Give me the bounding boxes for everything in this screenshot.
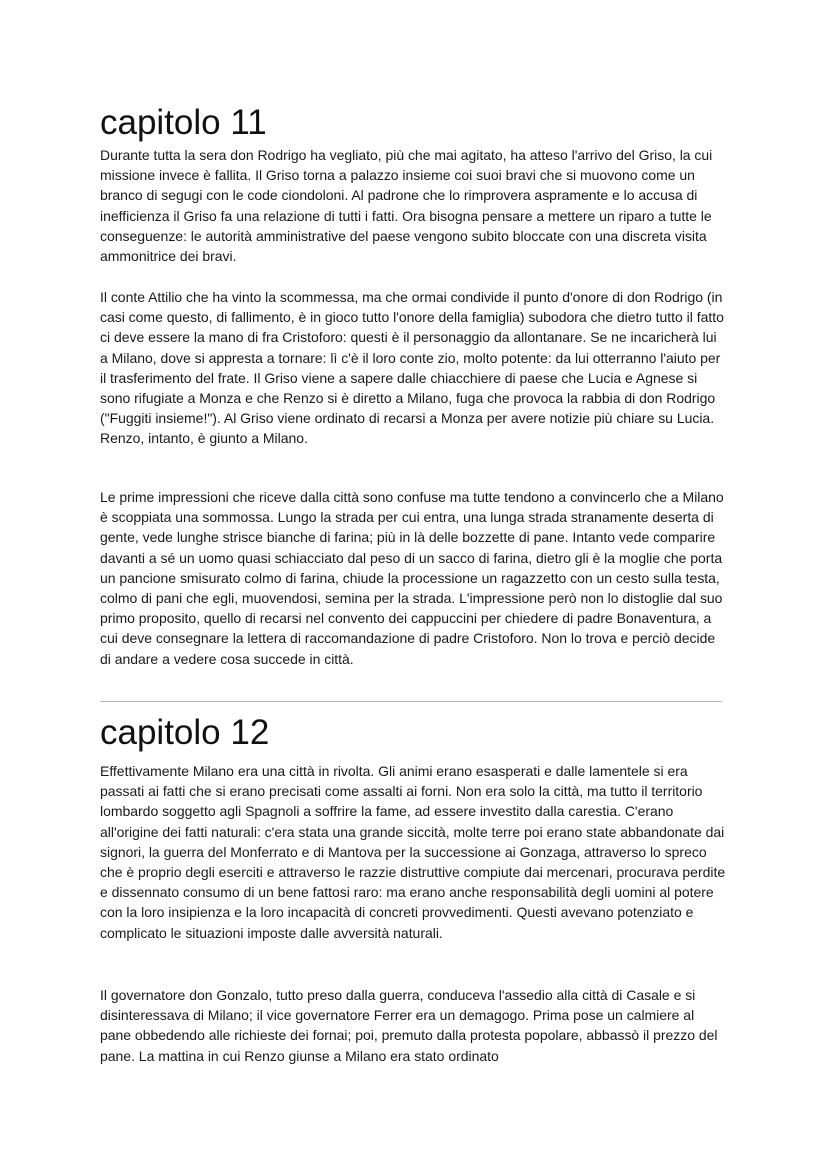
chapter-divider xyxy=(100,701,722,702)
chapter-title: capitolo 12 xyxy=(100,713,270,752)
paragraph: Il conte Attilio che ha vinto la scommessa, ma che ormai condivide il punto d'onore di don Rodrigo (in casi come questo, di fallimento, è in gioco tutto l'onore della famiglia) subodora che dietro tutto il fatto ci deve essere la mano di fra Cristoforo: questi è il personaggio da allontanare. Se ne incaricherà lui a Milano, dove si appresta a tornare: lì c'è il loro conte zio, molto potente: da lui otterranno l'aiuto per il trasferimento del frate. Il Griso viene a sapere dalle chiacchiere di paese che Lucia e Agnese si sono rifugiate a Monza e che Renzo si è diretto a Milano, fuga che provoca la rabbia di don Rodrigo ("Fuggiti insieme!"). Al Griso viene ordinato di recarsi a Monza per avere notizie più chiare su Lucia. Renzo, intanto, è giunto a Milano. xyxy=(100,289,724,447)
chapter-title: capitolo 11 xyxy=(100,103,267,142)
paragraph: Effettivamente Milano era una città in rivolta. Gli animi erano esasperati e dalle lamentele si era passati ai fatti che si erano precisati come assalti ai forni. Non era solo la città, ma tutto il territorio lombardo soggetto agli Spagnoli a soffrire la fame, ad essere investito dalla carestia. C'erano all'origine dei fatti naturali: c'era stata una grande siccità, molte terre poi erano state abbandonate dai signori, la guerra del Monferrato e di Mantova per la successione ai Gonzaga, attraverso lo spreco che è proprio degli eserciti e attraverso le razzie distruttive compiute dai mercenari, procurava perdite e dissennato consumo di un bene fattosi raro: ma erano anche responsabilità degli uomini al potere con la loro insipienza e la loro incapacità di concreti provvedimenti. Questi avevano potenziato e complicato le situazioni imposte dalle avversità naturali. xyxy=(100,763,726,941)
paragraph: Durante tutta la sera don Rodrigo ha vegliato, più che mai agitato, ha atteso l'arrivo del Griso, la cui missione invece è fallita. Il Griso torna a palazzo insieme coi suoi bravi che si muovono come un branco di segugi con le code ciondoloni. Al padrone che lo rimprovera aspramente e lo accusa di inefficienza il Griso fa una relazione di tutti i fatti. Ora bisogna pensare a mettere un riparo a tutte le conseguenze: le autorità amministrative del paese vengono subito bloccate con una discreta visita ammonitrice dei bravi. xyxy=(100,147,713,265)
paragraph: Le prime impressioni che riceve dalla città sono confuse ma tutte tendono a convincerlo che a Milano è scoppiata una sommossa. Lungo la strada per cui entra, una lunga strada stranamente deserta di gente, vede lunghe strisce bianche di farina; più in là delle bozzette di pane. Intanto vede comparire davanti a sé un uomo quasi schiacciato dal peso di un sacco di farina, dietro gli è la moglie che porta un pancione smisurato colmo di farina, chiude la processione un ragazzetto con un cesto sulla testa, colmo di pani che egli, muovendosi, semina per la strada. L'impressione però non lo distoglie dal suo primo proposito, quello di recarsi nel convento dei cappuccini per chiedere di padre Bonaventura, a cui deve consegnare la lettera di raccomandazione di padre Cristoforo. Non lo trova e perciò decide di andare a vedere cosa succede in città. xyxy=(100,489,724,667)
paragraph: Il governatore don Gonzalo, tutto preso dalla guerra, conduceva l'assedio alla città di Casale e si disinteressava di Milano; il vice governatore Ferrer era un demagogo. Prima pose un calmiere al pane obbedendo alle richieste dei fornai; poi, premuto dalla protesta popolare, abbassò il prezzo del pane. La mattina in cui Renzo giunse a Milano era stato ordinato xyxy=(100,987,718,1064)
